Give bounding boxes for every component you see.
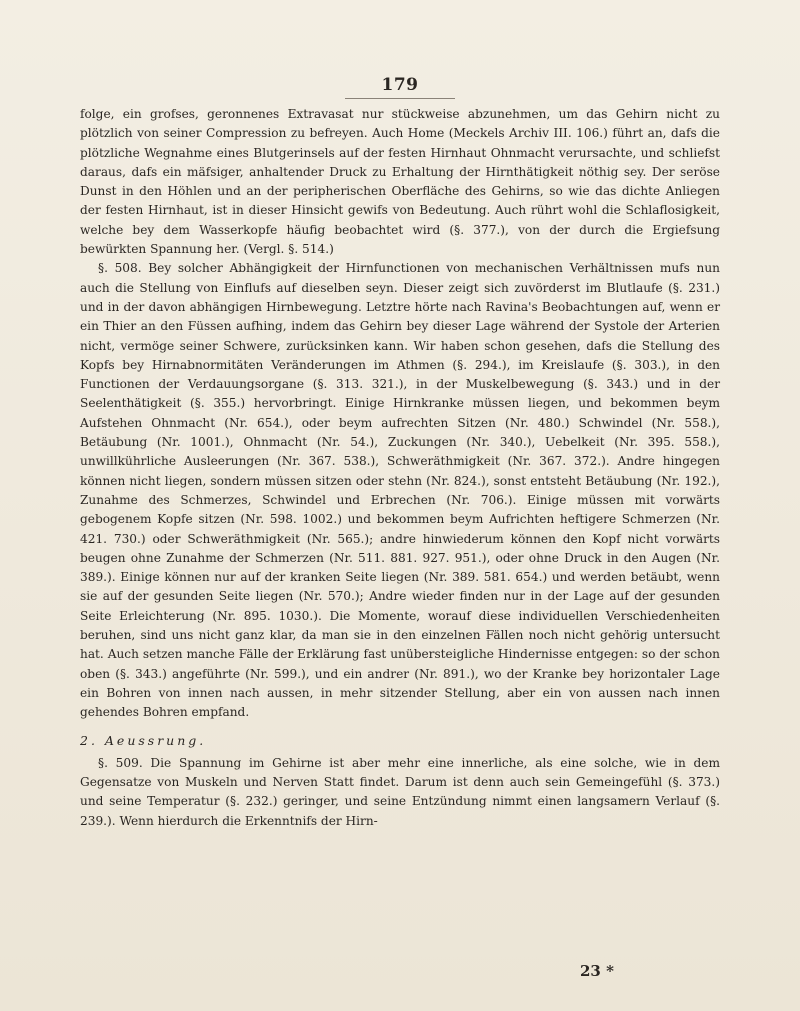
paragraph-continuation: folge, ein grofses, geronnenes Extravasat nur stückweise abzunehmen, um das Gehirn nicht zu plötzlich von seiner Compression zu befreyen. Auch Home (Meckels Archiv III. 106.) führt an, dafs die plötzliche Wegnahme eines Blutgerinsels auf der festen Hirnhaut Ohnmacht verursachte, und schliefst daraus, dafs ein mäfsiger, anhaltender Druck zu Erhaltung der Hirnthätigkeit nöthig sey. Der seröse Dunst in den Höhlen und an der peripherischen Oberfläche des Gehirns, so wie das dichte Anliegen der festen Hirnhaut, ist in dieser Hinsicht gewifs von Bedeutung. Auch rührt wohl die Schlaflosigkeit, welche bey dem Wasserkopfe häufig beobachtet wird (§. 377.), von der durch die Ergiefsung bewürkten Spannung her. (Vergl. §. 514.)	[80, 107, 720, 257]
signature-mark: 23 *	[580, 962, 614, 980]
page-number: 179	[381, 75, 419, 95]
section-heading: 2. Aeussrung.	[80, 732, 207, 748]
paragraph-section-509: §. 509. Die Spannung im Gehirne ist aber mehr eine innerliche, als eine solche, wie in dem Gegensatze von Muskeln und Nerven Statt findet. Darum ist denn auch sein Gemeingefühl (§. 373.) und seine Temperatur (§. 232.) geringer, und seine Entzündung nimmt einen langsamern Verlauf (§. 239.). Wenn hierdurch die Erkenntnifs der Hirn-	[80, 755, 720, 828]
body-text	[80, 105, 720, 831]
header-rule	[345, 98, 455, 99]
paragraph-section-508: §. 508. Bey solcher Abhängigkeit der Hirnfunctionen von mechanischen Verhältnissen mufs nun auch die Stellung von Einflufs auf dieselben seyn. Dieser zeigt sich zuvörderst im Blutlaufe (§. 231.) und in der davon abhängigen Hirnbewegung. Letztre hörte nach Ravina's Beobachtungen auf, wenn er ein Thier an den Füssen aufhing, indem das Gehirn bey dieser Lage während der Systole der Arterien nicht, vermöge seiner Schwere, zurücksinken kann. Wir haben schon gesehen, dafs die Stellung des Kopfs bey Hirnabnormitäten Veränderungen im Athmen (§. 294.), im Kreislaufe (§. 303.), in den Functionen der Verdauungsorgane (§. 313. 321.), in der Muskelbewegung (§. 343.) und in der Seelenthätigkeit (§. 355.) hervorbringt. Einige Hirnkranke müssen liegen, und bekommen beym Aufstehen Ohnmacht (Nr. 654.), oder beym aufrechten Sitzen (Nr. 480.) Schwindel (Nr. 558.), Betäubung (Nr. 1001.), Ohnmacht (Nr. 54.), Zuckungen (Nr. 340.), Uebelkeit (Nr. 395. 558.), unwillkührliche Ausleerungen (Nr. 367. 538.), Schweräthmigkeit (Nr. 367. 372.). Andre hingegen können nicht liegen, sondern müssen sitzen oder stehn (Nr. 824.), sonst entsteht Betäubung (Nr. 192.), Zunahme des Schmerzes, Schwindel und Erbrechen (Nr. 706.). Einige müssen mit vorwärts gebogenem Kopfe sitzen (Nr. 598. 1002.) und bekommen beym Aufrichten heftigere Schmerzen (Nr. 421. 730.) oder Schweräthmigkeit (Nr. 565.); andre hinwiederum können den Kopf nicht vorwärts beugen ohne Zunahme der Schmerzen (Nr. 511. 881. 927. 951.), oder ohne Druck in den Augen (Nr. 389.). Einige können nur auf der kranken Seite liegen (Nr. 389. 581. 654.) und werden betäubt, wenn sie auf der gesunden Seite liegen (Nr. 570.); Andre wieder finden nur in der Lage auf der gesunden Seite Erleichterung (Nr. 895. 1030.). Die Momente, worauf diese individuellen Verschiedenheiten beruhen, sind uns nicht ganz klar, da man sie in den einzelnen Fällen noch nicht gehörig untersucht hat. Auch setzen manche Fälle der Erklärung fast unübersteigliche Hindernisse entgegen: so der schon oben (§. 343.) angeführte (Nr. 599.), und ein andrer (Nr. 891.), wo der Kranke bey horizontaler Lage ein Bohren von innen nach aussen, in mehr sitzender Stellung, aber ein von aussen nach innen gehendes Bohren empfand.	[80, 261, 720, 720]
